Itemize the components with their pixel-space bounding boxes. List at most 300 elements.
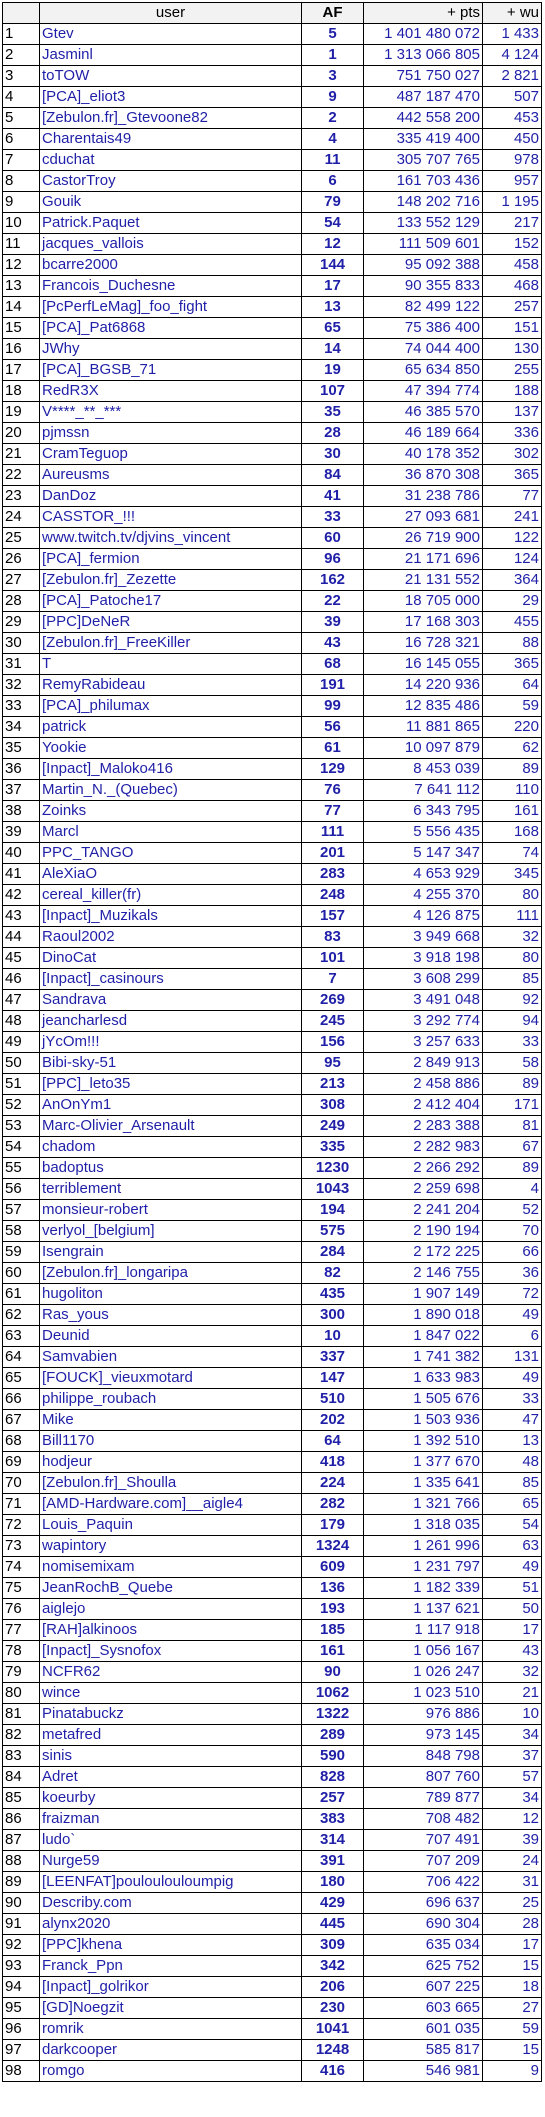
af-cell: 156 bbox=[302, 1032, 364, 1053]
rank-cell: 63 bbox=[3, 1326, 40, 1347]
points-cell: 18 705 000 bbox=[364, 591, 483, 612]
af-cell: 43 bbox=[302, 633, 364, 654]
work-units-cell: 12 bbox=[483, 1809, 542, 1830]
user-link[interactable]: fraizman bbox=[40, 1809, 302, 1830]
work-units-cell: 188 bbox=[483, 381, 542, 402]
table-row bbox=[3, 402, 542, 423]
user-link[interactable]: Marcl bbox=[40, 822, 302, 843]
user-link[interactable]: Charentais49 bbox=[40, 129, 302, 150]
user-link[interactable]: Yookie bbox=[40, 738, 302, 759]
rank-cell: 74 bbox=[3, 1557, 40, 1578]
points-cell: 1 741 382 bbox=[364, 1347, 483, 1368]
user-link[interactable]: terriblement bbox=[40, 1179, 302, 1200]
user-link[interactable]: jeancharlesd bbox=[40, 1011, 302, 1032]
af-cell: 416 bbox=[302, 2061, 364, 2082]
rank-cell: 92 bbox=[3, 1935, 40, 1956]
points-cell: 1 321 766 bbox=[364, 1494, 483, 1515]
af-cell: 157 bbox=[302, 906, 364, 927]
rank-cell: 44 bbox=[3, 927, 40, 948]
work-units-cell: 28 bbox=[483, 1914, 542, 1935]
table-row bbox=[3, 927, 542, 948]
af-cell: 1230 bbox=[302, 1158, 364, 1179]
points-cell: 1 392 510 bbox=[364, 1431, 483, 1452]
user-link[interactable]: Marc-Olivier_Arsenault bbox=[40, 1116, 302, 1137]
af-cell: 84 bbox=[302, 465, 364, 486]
user-link[interactable]: Deunid bbox=[40, 1326, 302, 1347]
user-link[interactable]: PPC_TANGO bbox=[40, 843, 302, 864]
points-cell: 2 283 388 bbox=[364, 1116, 483, 1137]
user-link[interactable]: Bibi-sky-51 bbox=[40, 1053, 302, 1074]
user-link[interactable]: [PcPerfLeMag]_foo_fight bbox=[40, 297, 302, 318]
af-cell: 76 bbox=[302, 780, 364, 801]
rank-cell: 30 bbox=[3, 633, 40, 654]
user-link[interactable]: [Zebulon.fr]_longaripa bbox=[40, 1263, 302, 1284]
points-cell: 607 225 bbox=[364, 1977, 483, 1998]
user-link[interactable]: Franck_Ppn bbox=[40, 1956, 302, 1977]
user-link[interactable]: Ras_yous bbox=[40, 1305, 302, 1326]
rank-cell: 41 bbox=[3, 864, 40, 885]
user-link[interactable]: [RAH]alkinoos bbox=[40, 1620, 302, 1641]
user-link[interactable]: [Inpact]_casinours bbox=[40, 969, 302, 990]
user-link[interactable]: hodjeur bbox=[40, 1452, 302, 1473]
af-cell: 335 bbox=[302, 1137, 364, 1158]
user-link[interactable]: romrik bbox=[40, 2019, 302, 2040]
user-link[interactable]: [Zebulon.fr]_Shoulla bbox=[40, 1473, 302, 1494]
rank-cell: 79 bbox=[3, 1662, 40, 1683]
work-units-cell: 59 bbox=[483, 696, 542, 717]
points-cell: 2 259 698 bbox=[364, 1179, 483, 1200]
user-link[interactable]: Sandrava bbox=[40, 990, 302, 1011]
user-link[interactable]: [PCA]_eliot3 bbox=[40, 87, 302, 108]
rank-cell: 9 bbox=[3, 192, 40, 213]
work-units-cell: 94 bbox=[483, 1011, 542, 1032]
table-row bbox=[3, 1809, 542, 1830]
work-units-cell: 57 bbox=[483, 1767, 542, 1788]
rank-cell: 71 bbox=[3, 1494, 40, 1515]
user-link[interactable]: Jasminl bbox=[40, 45, 302, 66]
rank-cell: 33 bbox=[3, 696, 40, 717]
rank-cell: 89 bbox=[3, 1872, 40, 1893]
user-link[interactable]: chadom bbox=[40, 1137, 302, 1158]
af-cell: 101 bbox=[302, 948, 364, 969]
af-cell: 1322 bbox=[302, 1704, 364, 1725]
work-units-cell: 15 bbox=[483, 1956, 542, 1977]
user-link[interactable]: ludo` bbox=[40, 1830, 302, 1851]
work-units-cell: 161 bbox=[483, 801, 542, 822]
table-row bbox=[3, 1536, 542, 1557]
work-units-cell: 48 bbox=[483, 1452, 542, 1473]
table-row bbox=[3, 255, 542, 276]
user-link[interactable]: [PCA]_Patoche17 bbox=[40, 591, 302, 612]
user-link[interactable]: DanDoz bbox=[40, 486, 302, 507]
user-link[interactable]: [Inpact]_Sysnofox bbox=[40, 1641, 302, 1662]
work-units-cell: 336 bbox=[483, 423, 542, 444]
work-units-cell: 65 bbox=[483, 1494, 542, 1515]
rank-cell: 51 bbox=[3, 1074, 40, 1095]
work-units-cell: 365 bbox=[483, 465, 542, 486]
user-link[interactable]: T bbox=[40, 654, 302, 675]
work-units-cell: 302 bbox=[483, 444, 542, 465]
points-cell: 148 202 716 bbox=[364, 192, 483, 213]
rank-cell: 43 bbox=[3, 906, 40, 927]
user-link[interactable]: Martin_N._(Quebec) bbox=[40, 780, 302, 801]
rank-cell: 59 bbox=[3, 1242, 40, 1263]
rank-cell: 88 bbox=[3, 1851, 40, 1872]
table-row bbox=[3, 1053, 542, 1074]
table-row bbox=[3, 2019, 542, 2040]
user-link[interactable]: Pinatabuckz bbox=[40, 1704, 302, 1725]
table-row bbox=[3, 1347, 542, 1368]
rank-cell: 3 bbox=[3, 66, 40, 87]
user-link[interactable]: hugoliton bbox=[40, 1284, 302, 1305]
rank-cell: 69 bbox=[3, 1452, 40, 1473]
user-link[interactable]: RedR3X bbox=[40, 381, 302, 402]
work-units-cell: 458 bbox=[483, 255, 542, 276]
table-row bbox=[3, 990, 542, 1011]
work-units-cell: 220 bbox=[483, 717, 542, 738]
points-cell: 1 182 339 bbox=[364, 1578, 483, 1599]
rank-cell: 37 bbox=[3, 780, 40, 801]
user-link[interactable]: [AMD-Hardware.com]__aigle4 bbox=[40, 1494, 302, 1515]
user-link[interactable]: JWhy bbox=[40, 339, 302, 360]
user-link[interactable]: [Zebulon.fr]_FreeKiller bbox=[40, 633, 302, 654]
user-link[interactable]: [PPC]DeNeR bbox=[40, 612, 302, 633]
work-units-cell: 130 bbox=[483, 339, 542, 360]
af-cell: 828 bbox=[302, 1767, 364, 1788]
table-row bbox=[3, 1326, 542, 1347]
af-cell: 590 bbox=[302, 1746, 364, 1767]
work-units-cell: 39 bbox=[483, 1830, 542, 1851]
user-link[interactable]: alynx2020 bbox=[40, 1914, 302, 1935]
af-cell: 147 bbox=[302, 1368, 364, 1389]
points-cell: 601 035 bbox=[364, 2019, 483, 2040]
user-link[interactable]: wince bbox=[40, 1683, 302, 1704]
af-cell: 445 bbox=[302, 1914, 364, 1935]
user-link[interactable]: metafred bbox=[40, 1725, 302, 1746]
af-cell: 10 bbox=[302, 1326, 364, 1347]
user-link[interactable]: Samvabien bbox=[40, 1347, 302, 1368]
work-units-cell: 455 bbox=[483, 612, 542, 633]
af-cell: 129 bbox=[302, 759, 364, 780]
table-row bbox=[3, 1872, 542, 1893]
table-header bbox=[3, 3, 542, 24]
table-row bbox=[3, 843, 542, 864]
rank-cell: 58 bbox=[3, 1221, 40, 1242]
user-link[interactable]: CastorTroy bbox=[40, 171, 302, 192]
user-link[interactable]: pjmssn bbox=[40, 423, 302, 444]
work-units-cell: 171 bbox=[483, 1095, 542, 1116]
work-units-cell: 17 bbox=[483, 1620, 542, 1641]
af-cell: 230 bbox=[302, 1998, 364, 2019]
af-cell: 1248 bbox=[302, 2040, 364, 2061]
user-link[interactable]: badoptus bbox=[40, 1158, 302, 1179]
work-units-cell: 34 bbox=[483, 1788, 542, 1809]
rank-cell: 35 bbox=[3, 738, 40, 759]
user-link[interactable]: CASSTOR_!!! bbox=[40, 507, 302, 528]
user-link[interactable]: patrick bbox=[40, 717, 302, 738]
table-row bbox=[3, 276, 542, 297]
user-link[interactable]: Nurge59 bbox=[40, 1851, 302, 1872]
points-cell: 27 093 681 bbox=[364, 507, 483, 528]
ranking-table-container bbox=[2, 2, 541, 2082]
user-link[interactable]: Louis_Paquin bbox=[40, 1515, 302, 1536]
rank-cell: 32 bbox=[3, 675, 40, 696]
user-link[interactable]: [PPC]khena bbox=[40, 1935, 302, 1956]
user-link[interactable]: sinis bbox=[40, 1746, 302, 1767]
user-link[interactable]: koeurby bbox=[40, 1788, 302, 1809]
table-row bbox=[3, 1452, 542, 1473]
points-cell: 305 707 765 bbox=[364, 150, 483, 171]
points-cell: 82 499 122 bbox=[364, 297, 483, 318]
points-cell: 4 653 929 bbox=[364, 864, 483, 885]
user-link[interactable]: [PPC]_leto35 bbox=[40, 1074, 302, 1095]
table-row bbox=[3, 1704, 542, 1725]
rank-cell: 7 bbox=[3, 150, 40, 171]
points-cell: 2 146 755 bbox=[364, 1263, 483, 1284]
user-link[interactable]: aiglejo bbox=[40, 1599, 302, 1620]
rank-cell: 93 bbox=[3, 1956, 40, 1977]
af-cell: 83 bbox=[302, 927, 364, 948]
work-units-cell: 89 bbox=[483, 1074, 542, 1095]
points-cell: 11 881 865 bbox=[364, 717, 483, 738]
user-link[interactable]: JeanRochB_Quebe bbox=[40, 1578, 302, 1599]
table-row bbox=[3, 444, 542, 465]
af-cell: 418 bbox=[302, 1452, 364, 1473]
table-row bbox=[3, 1998, 542, 2019]
user-link[interactable]: RemyRabideau bbox=[40, 675, 302, 696]
points-cell: 26 719 900 bbox=[364, 528, 483, 549]
table-row bbox=[3, 948, 542, 969]
work-units-cell: 110 bbox=[483, 780, 542, 801]
user-link[interactable]: Francois_Duchesne bbox=[40, 276, 302, 297]
table-row bbox=[3, 339, 542, 360]
work-units-cell: 151 bbox=[483, 318, 542, 339]
work-units-cell: 217 bbox=[483, 213, 542, 234]
rank-cell: 81 bbox=[3, 1704, 40, 1725]
user-link[interactable]: Raoul2002 bbox=[40, 927, 302, 948]
work-units-cell: 88 bbox=[483, 633, 542, 654]
points-cell: 40 178 352 bbox=[364, 444, 483, 465]
af-cell: 17 bbox=[302, 276, 364, 297]
af-cell: 194 bbox=[302, 1200, 364, 1221]
user-link[interactable]: Describy.com bbox=[40, 1893, 302, 1914]
header-af[interactable]: AF bbox=[302, 3, 364, 24]
af-cell: 314 bbox=[302, 1830, 364, 1851]
work-units-cell: 33 bbox=[483, 1389, 542, 1410]
af-cell: 61 bbox=[302, 738, 364, 759]
rank-cell: 90 bbox=[3, 1893, 40, 1914]
user-link[interactable]: Zoinks bbox=[40, 801, 302, 822]
header-work-units[interactable]: + wu bbox=[483, 3, 542, 24]
user-link[interactable]: romgo bbox=[40, 2061, 302, 2082]
user-link[interactable]: Patrick.Paquet bbox=[40, 213, 302, 234]
table-row bbox=[3, 654, 542, 675]
header-points[interactable]: + pts bbox=[364, 3, 483, 24]
user-link[interactable]: [Inpact]_Maloko416 bbox=[40, 759, 302, 780]
user-link[interactable]: Gtev bbox=[40, 24, 302, 45]
user-link[interactable]: AleXiaO bbox=[40, 864, 302, 885]
work-units-cell: 58 bbox=[483, 1053, 542, 1074]
af-cell: 136 bbox=[302, 1578, 364, 1599]
user-link[interactable]: jYcOm!!! bbox=[40, 1032, 302, 1053]
af-cell: 3 bbox=[302, 66, 364, 87]
af-cell: 5 bbox=[302, 24, 364, 45]
user-link[interactable]: AnOnYm1 bbox=[40, 1095, 302, 1116]
work-units-cell: 77 bbox=[483, 486, 542, 507]
table-row bbox=[3, 1305, 542, 1326]
table-row bbox=[3, 87, 542, 108]
user-link[interactable]: DinoCat bbox=[40, 948, 302, 969]
user-link[interactable]: Aureusms bbox=[40, 465, 302, 486]
rank-cell: 95 bbox=[3, 1998, 40, 2019]
points-cell: 1 890 018 bbox=[364, 1305, 483, 1326]
table-row bbox=[3, 696, 542, 717]
user-link[interactable]: cduchat bbox=[40, 150, 302, 171]
rank-cell: 52 bbox=[3, 1095, 40, 1116]
rank-cell: 57 bbox=[3, 1200, 40, 1221]
user-link[interactable]: [PCA]_BGSB_71 bbox=[40, 360, 302, 381]
user-link[interactable]: nomisemixam bbox=[40, 1557, 302, 1578]
user-link[interactable]: [LEENFAT]pouloulouloumpig bbox=[40, 1872, 302, 1893]
work-units-cell: 241 bbox=[483, 507, 542, 528]
user-link[interactable]: jacques_vallois bbox=[40, 234, 302, 255]
work-units-cell: 6 bbox=[483, 1326, 542, 1347]
points-cell: 751 750 027 bbox=[364, 66, 483, 87]
header-rank bbox=[3, 3, 40, 24]
af-cell: 1043 bbox=[302, 1179, 364, 1200]
user-link[interactable]: darkcooper bbox=[40, 2040, 302, 2061]
rank-cell: 60 bbox=[3, 1263, 40, 1284]
user-link[interactable]: [Inpact]_golrikor bbox=[40, 1977, 302, 1998]
points-cell: 3 949 668 bbox=[364, 927, 483, 948]
work-units-cell: 49 bbox=[483, 1305, 542, 1326]
user-link[interactable]: [PCA]_fermion bbox=[40, 549, 302, 570]
table-row bbox=[3, 486, 542, 507]
rank-cell: 28 bbox=[3, 591, 40, 612]
af-cell: 249 bbox=[302, 1116, 364, 1137]
af-cell: 1041 bbox=[302, 2019, 364, 2040]
user-link[interactable]: Bill1170 bbox=[40, 1431, 302, 1452]
rank-cell: 42 bbox=[3, 885, 40, 906]
work-units-cell: 13 bbox=[483, 1431, 542, 1452]
work-units-cell: 453 bbox=[483, 108, 542, 129]
rank-cell: 49 bbox=[3, 1032, 40, 1053]
table-row bbox=[3, 1116, 542, 1137]
table-row bbox=[3, 1389, 542, 1410]
user-link[interactable]: [PCA]_Pat6868 bbox=[40, 318, 302, 339]
points-cell: 2 266 292 bbox=[364, 1158, 483, 1179]
points-cell: 487 187 470 bbox=[364, 87, 483, 108]
af-cell: 162 bbox=[302, 570, 364, 591]
user-link[interactable]: [Zebulon.fr]_Gtevoone82 bbox=[40, 108, 302, 129]
user-link[interactable]: www.twitch.tv/djvins_vincent bbox=[40, 528, 302, 549]
table-row bbox=[3, 1977, 542, 1998]
user-link[interactable]: verlyol_[belgium] bbox=[40, 1221, 302, 1242]
table-row bbox=[3, 906, 542, 927]
user-link[interactable]: bcarre2000 bbox=[40, 255, 302, 276]
user-link[interactable]: NCFR62 bbox=[40, 1662, 302, 1683]
rank-cell: 65 bbox=[3, 1368, 40, 1389]
user-link[interactable]: monsieur-robert bbox=[40, 1200, 302, 1221]
points-cell: 635 034 bbox=[364, 1935, 483, 1956]
work-units-cell: 47 bbox=[483, 1410, 542, 1431]
user-link[interactable]: [Zebulon.fr]_Zezette bbox=[40, 570, 302, 591]
table-row bbox=[3, 570, 542, 591]
rank-cell: 62 bbox=[3, 1305, 40, 1326]
work-units-cell: 32 bbox=[483, 1662, 542, 1683]
points-cell: 74 044 400 bbox=[364, 339, 483, 360]
table-row bbox=[3, 1158, 542, 1179]
rank-cell: 29 bbox=[3, 612, 40, 633]
work-units-cell: 67 bbox=[483, 1137, 542, 1158]
table-row bbox=[3, 1494, 542, 1515]
points-cell: 1 117 918 bbox=[364, 1620, 483, 1641]
af-cell: 41 bbox=[302, 486, 364, 507]
table-row bbox=[3, 1662, 542, 1683]
user-link[interactable]: [GD]Noegzit bbox=[40, 1998, 302, 2019]
rank-cell: 13 bbox=[3, 276, 40, 297]
points-cell: 111 509 601 bbox=[364, 234, 483, 255]
points-cell: 6 343 795 bbox=[364, 801, 483, 822]
points-cell: 690 304 bbox=[364, 1914, 483, 1935]
af-cell: 19 bbox=[302, 360, 364, 381]
af-cell: 4 bbox=[302, 129, 364, 150]
af-cell: 6 bbox=[302, 171, 364, 192]
table-row bbox=[3, 1683, 542, 1704]
work-units-cell: 80 bbox=[483, 885, 542, 906]
user-link[interactable]: Adret bbox=[40, 1767, 302, 1788]
work-units-cell: 92 bbox=[483, 990, 542, 1011]
user-link[interactable]: wapintory bbox=[40, 1536, 302, 1557]
rank-cell: 12 bbox=[3, 255, 40, 276]
table-row bbox=[3, 528, 542, 549]
af-cell: 99 bbox=[302, 696, 364, 717]
user-link[interactable]: [PCA]_philumax bbox=[40, 696, 302, 717]
points-cell: 1 505 676 bbox=[364, 1389, 483, 1410]
rank-cell: 8 bbox=[3, 171, 40, 192]
rank-cell: 46 bbox=[3, 969, 40, 990]
user-link[interactable]: Mike bbox=[40, 1410, 302, 1431]
points-cell: 789 877 bbox=[364, 1788, 483, 1809]
user-link[interactable]: philippe_roubach bbox=[40, 1389, 302, 1410]
rank-cell: 1 bbox=[3, 24, 40, 45]
user-link[interactable]: Isengrain bbox=[40, 1242, 302, 1263]
user-link[interactable]: cereal_killer(fr) bbox=[40, 885, 302, 906]
points-cell: 1 231 797 bbox=[364, 1557, 483, 1578]
table-row bbox=[3, 507, 542, 528]
work-units-cell: 168 bbox=[483, 822, 542, 843]
points-cell: 14 220 936 bbox=[364, 675, 483, 696]
af-cell: 1324 bbox=[302, 1536, 364, 1557]
af-cell: 202 bbox=[302, 1410, 364, 1431]
af-cell: 269 bbox=[302, 990, 364, 1011]
af-cell: 308 bbox=[302, 1095, 364, 1116]
table-row bbox=[3, 1242, 542, 1263]
header-user[interactable]: user bbox=[40, 3, 302, 24]
user-link[interactable]: V****_**_*** bbox=[40, 402, 302, 423]
user-link[interactable]: [Inpact]_Muzikals bbox=[40, 906, 302, 927]
table-row bbox=[3, 2061, 542, 2082]
user-link[interactable]: toTOW bbox=[40, 66, 302, 87]
points-cell: 1 633 983 bbox=[364, 1368, 483, 1389]
table-row bbox=[3, 1368, 542, 1389]
user-link[interactable]: Gouik bbox=[40, 192, 302, 213]
rank-cell: 27 bbox=[3, 570, 40, 591]
user-link[interactable]: CramTeguop bbox=[40, 444, 302, 465]
points-cell: 696 637 bbox=[364, 1893, 483, 1914]
points-cell: 161 703 436 bbox=[364, 171, 483, 192]
user-link[interactable]: [FOUCK]_vieuxmotard bbox=[40, 1368, 302, 1389]
